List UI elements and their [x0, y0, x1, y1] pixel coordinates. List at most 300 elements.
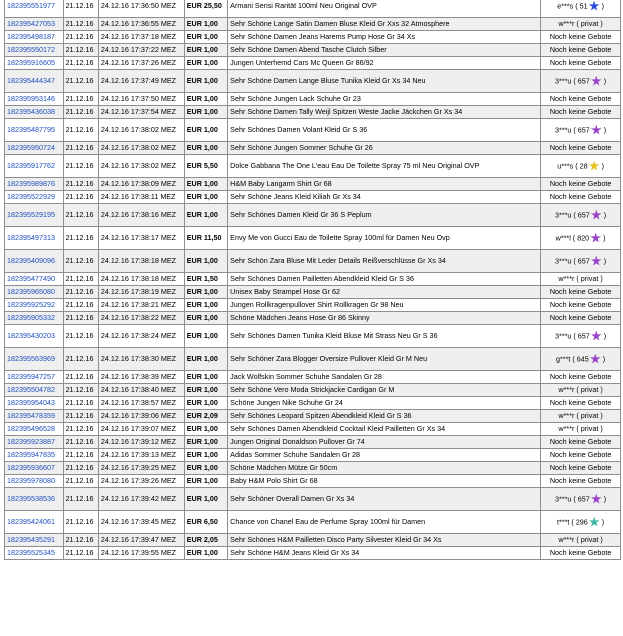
price: EUR 1,00: [184, 106, 227, 119]
bidder-text: Noch keine Gebote: [549, 143, 612, 153]
bidder-cell: [541, 119, 621, 142]
bidder-cell: [541, 384, 621, 397]
table-row: [5, 286, 621, 299]
end-datetime: 24.12.16 17:38:18 MEZ: [98, 250, 184, 273]
item-id-link[interactable]: 182395947257: [5, 371, 64, 384]
start-date: 21.12.16: [63, 204, 98, 227]
price: EUR 1,00: [184, 204, 227, 227]
table-row: [5, 397, 621, 410]
table-row: [5, 93, 621, 106]
start-date: 21.12.16: [63, 70, 98, 93]
table-row: [5, 462, 621, 475]
table-row: [5, 155, 621, 178]
bidder-close-paren: ): [601, 209, 607, 219]
start-date: 21.12.16: [63, 348, 98, 371]
bidder-text: Noch keine Gebote: [549, 313, 612, 323]
end-datetime: 24.12.16 17:38:02 MEZ: [98, 142, 184, 155]
price: EUR 1,00: [184, 488, 227, 511]
item-id-link[interactable]: 182395978080: [5, 475, 64, 488]
feedback-star-icon: [591, 256, 602, 267]
price: EUR 1,00: [184, 397, 227, 410]
table-row: [5, 44, 621, 57]
start-date: 21.12.16: [63, 44, 98, 57]
start-date: 21.12.16: [63, 397, 98, 410]
table-row: [5, 423, 621, 436]
item-title: Sehr Schöne Damen Lange Bluse Tunika Kleid Gr Xs 34 Neu: [228, 70, 541, 93]
bidder-close-paren: ): [601, 255, 607, 265]
feedback-star-icon: [591, 210, 602, 221]
bidder-close-paren: ): [600, 353, 606, 363]
bidder-cell: [541, 44, 621, 57]
end-datetime: 24.12.16 17:38:17 MEZ: [98, 227, 184, 250]
bidder-text: Noch keine Gebote: [549, 548, 612, 558]
price: EUR 1,00: [184, 371, 227, 384]
price: EUR 1,00: [184, 384, 227, 397]
price: EUR 1,00: [184, 348, 227, 371]
start-date: 21.12.16: [63, 273, 98, 286]
item-title: Jungen Rollkragenpullover Shirt Rollkragen Gr 98 Neu: [228, 299, 541, 312]
end-datetime: 24.12.16 17:38:18 MEZ: [98, 273, 184, 286]
start-date: 21.12.16: [63, 227, 98, 250]
end-datetime: 24.12.16 17:39:45 MEZ: [98, 511, 184, 534]
start-date: 21.12.16: [63, 57, 98, 70]
item-title: Sehr Schönes Damen Kleid Gr 36 S Peplum: [228, 204, 541, 227]
item-title: Sehr Schön Zara Bluse Mit Leder Details Reißverschlüsse Gr Xs 34: [228, 250, 541, 273]
bidder-text: Noch keine Gebote: [549, 450, 612, 460]
end-datetime: 24.12.16 17:38:09 MEZ: [98, 178, 184, 191]
price: EUR 1,00: [184, 93, 227, 106]
bidder-cell: [541, 191, 621, 204]
start-date: 21.12.16: [63, 155, 98, 178]
bidder-cell: [541, 204, 621, 227]
item-id-link[interactable]: 182395435291: [5, 534, 64, 547]
end-datetime: 24.12.16 17:38:30 MEZ: [98, 348, 184, 371]
item-title: Sehr Schöne Damen Tally Weijl Spitzen Weste Jacke Jäckchen Gr Xs 34: [228, 106, 541, 119]
bidder-cell: [541, 475, 621, 488]
price: EUR 1,00: [184, 191, 227, 204]
feedback-star-icon: [591, 125, 602, 136]
item-title: Sehr Schöne Vero Moda Strickjacke Cardigan Gr M: [228, 384, 541, 397]
start-date: 21.12.16: [63, 325, 98, 348]
price: EUR 25,50: [184, 0, 227, 18]
bidder-text: 3***u ( 657: [555, 494, 590, 503]
item-title: Sehr Schönes H&M Pailletten Disco Party Silvester Kleid Gr 34 Xs: [228, 534, 541, 547]
table-row: [5, 273, 621, 286]
item-title: Envy Me von Gucci Eau de Toilette Spray 100ml für Damen Neu Ovp: [228, 227, 541, 250]
bidder-text: Noch keine Gebote: [549, 463, 612, 473]
bidder-text: 3***u ( 657: [555, 76, 590, 85]
start-date: 21.12.16: [63, 18, 98, 31]
table-row: [5, 31, 621, 44]
item-id-link[interactable]: 182395478359: [5, 410, 64, 423]
price: EUR 2,05: [184, 534, 227, 547]
bidder-text: 3***u ( 657: [555, 256, 590, 265]
end-datetime: 24.12.16 17:38:24 MEZ: [98, 325, 184, 348]
end-datetime: 24.12.16 17:37:50 MEZ: [98, 93, 184, 106]
bidder-text: w***r ( privat ): [558, 19, 603, 29]
item-id-link[interactable]: 182395538536: [5, 488, 64, 511]
item-id-link[interactable]: 182395436038: [5, 106, 64, 119]
item-id-link[interactable]: 182395409096: [5, 250, 64, 273]
end-datetime: 24.12.16 17:38:40 MEZ: [98, 384, 184, 397]
end-datetime: 24.12.16 17:38:16 MEZ: [98, 204, 184, 227]
table-row: [5, 475, 621, 488]
table-row: [5, 142, 621, 155]
bidder-cell: [541, 155, 621, 178]
end-datetime: 24.12.16 17:38:11 MEZ: [98, 191, 184, 204]
listing-table-wrapper: [4, 0, 621, 560]
start-date: 21.12.16: [63, 142, 98, 155]
start-date: 21.12.16: [63, 436, 98, 449]
bidder-cell: [541, 286, 621, 299]
item-title: Schöne Mädchen Jeans Hose Gr 86 Skinny: [228, 312, 541, 325]
bidder-text: Noch keine Gebote: [549, 179, 612, 189]
start-date: 21.12.16: [63, 371, 98, 384]
table-row: [5, 178, 621, 191]
item-title: Sehr Schöne Lange Satin Damen Bluse Kleid Gr Xxs 32 Atmosphere: [228, 18, 541, 31]
item-id-link[interactable]: 182395487795: [5, 119, 64, 142]
price: EUR 1,00: [184, 31, 227, 44]
end-datetime: 24.12.16 17:39:12 MEZ: [98, 436, 184, 449]
bidder-cell: [541, 436, 621, 449]
price: EUR 1,00: [184, 462, 227, 475]
price: EUR 1,00: [184, 436, 227, 449]
end-datetime: 24.12.16 17:36:55 MEZ: [98, 18, 184, 31]
item-title: Sehr Schöner Zara Blogger Oversize Pullover Kleid Gr M Neu: [228, 348, 541, 371]
item-id-link[interactable]: 182395916605: [5, 57, 64, 70]
end-datetime: 24.12.16 17:38:02 MEZ: [98, 119, 184, 142]
end-datetime: 24.12.16 17:39:25 MEZ: [98, 462, 184, 475]
price: EUR 1,00: [184, 250, 227, 273]
start-date: 21.12.16: [63, 178, 98, 191]
item-title: Chance von Chanel Eau de Perfume Spray 100ml für Damen: [228, 511, 541, 534]
bidder-close-paren: ): [601, 330, 607, 340]
item-id-link[interactable]: 182395953146: [5, 93, 64, 106]
item-id-link[interactable]: 182395477490: [5, 273, 64, 286]
feedback-star-icon: [591, 76, 602, 87]
bidder-text: Noch keine Gebote: [549, 437, 612, 447]
start-date: 21.12.16: [63, 449, 98, 462]
item-title: Unisex Baby Strampel Hose Gr 62: [228, 286, 541, 299]
item-id-link[interactable]: 182395989876: [5, 178, 64, 191]
end-datetime: 24.12.16 17:39:13 MEZ: [98, 449, 184, 462]
bidder-text: Noch keine Gebote: [549, 32, 612, 42]
table-row: [5, 325, 621, 348]
bidder-text: w***r ( privat ): [558, 535, 603, 545]
end-datetime: 24.12.16 17:39:42 MEZ: [98, 488, 184, 511]
bidder-cell: [541, 57, 621, 70]
bidder-cell: [541, 273, 621, 286]
item-title: Sehr Schöner Overall Damen Gr Xs 34: [228, 488, 541, 511]
item-title: Jungen Original Donaldson Pullover Gr 74: [228, 436, 541, 449]
price: EUR 1,00: [184, 119, 227, 142]
table-row: [5, 227, 621, 250]
item-id-link[interactable]: 182395925292: [5, 299, 64, 312]
item-id-link[interactable]: 182395905332: [5, 312, 64, 325]
bidder-text: w***r ( privat ): [558, 385, 603, 395]
price: EUR 1,00: [184, 423, 227, 436]
table-row: [5, 436, 621, 449]
bidder-cell: [541, 325, 621, 348]
feedback-star-icon: [590, 354, 601, 365]
table-row: [5, 250, 621, 273]
bidder-text: Noch keine Gebote: [549, 107, 612, 117]
end-datetime: 24.12.16 17:38:39 MEZ: [98, 371, 184, 384]
price: EUR 1,50: [184, 273, 227, 286]
item-title: Schöne Jungen Nike Schuhe Gr 24: [228, 397, 541, 410]
bidder-text: 3***u ( 657: [555, 331, 590, 340]
table-row: [5, 371, 621, 384]
end-datetime: 24.12.16 17:37:26 MEZ: [98, 57, 184, 70]
end-datetime: 24.12.16 17:38:21 MEZ: [98, 299, 184, 312]
item-title: Sehr Schönes Damen Tunika Kleid Bluse Mit Strass Neu Gr S 36: [228, 325, 541, 348]
bidder-text: g***t ( 645: [556, 354, 589, 363]
item-id-link[interactable]: 182395498187: [5, 31, 64, 44]
start-date: 21.12.16: [63, 286, 98, 299]
item-id-link[interactable]: 182395424061: [5, 511, 64, 534]
item-title: Jungen Unterhemd Cars Mc Queen Gr 86/92: [228, 57, 541, 70]
item-id-link[interactable]: 182395923887: [5, 436, 64, 449]
end-datetime: 24.12.16 17:38:57 MEZ: [98, 397, 184, 410]
price: EUR 1,00: [184, 547, 227, 560]
bidder-cell: [541, 70, 621, 93]
bidder-close-paren: ): [599, 160, 604, 170]
bidder-text: w***r ( privat ): [558, 411, 603, 421]
item-id-link[interactable]: 182395522929: [5, 191, 64, 204]
price: EUR 1,00: [184, 44, 227, 57]
table-row: [5, 384, 621, 397]
bidder-close-paren: ): [599, 516, 605, 526]
bidder-close-paren: ): [601, 75, 607, 85]
listing-table: [4, 0, 621, 560]
end-datetime: 24.12.16 17:39:07 MEZ: [98, 423, 184, 436]
item-title: Jack Wolfskin Sommer Schuhe Sandalen Gr 28: [228, 371, 541, 384]
table-row: [5, 119, 621, 142]
start-date: 21.12.16: [63, 119, 98, 142]
end-datetime: 24.12.16 17:37:54 MEZ: [98, 106, 184, 119]
end-datetime: 24.12.16 17:39:55 MEZ: [98, 547, 184, 560]
price: EUR 1,00: [184, 475, 227, 488]
bidder-text: Noch keine Gebote: [549, 300, 612, 310]
item-title: Baby H&M Polo Shirt Gr 68: [228, 475, 541, 488]
bidder-text: Noch keine Gebote: [549, 476, 612, 486]
item-id-link[interactable]: 182395444347: [5, 70, 64, 93]
item-id-link[interactable]: 182395430203: [5, 325, 64, 348]
bidder-cell: [541, 348, 621, 371]
end-datetime: 24.12.16 17:39:47 MEZ: [98, 534, 184, 547]
end-datetime: 24.12.16 17:38:22 MEZ: [98, 312, 184, 325]
item-id-link[interactable]: 182395497313: [5, 227, 64, 250]
start-date: 21.12.16: [63, 191, 98, 204]
bidder-cell: [541, 397, 621, 410]
start-date: 21.12.16: [63, 250, 98, 273]
bidder-cell: [541, 250, 621, 273]
feedback-star-icon: [589, 1, 600, 12]
item-id-link[interactable]: 182395427053: [5, 18, 64, 31]
start-date: 21.12.16: [63, 511, 98, 534]
start-date: 21.12.16: [63, 488, 98, 511]
bidder-text: 3***u ( 657: [555, 210, 590, 219]
end-datetime: 24.12.16 17:38:02 MEZ: [98, 155, 184, 178]
item-title: Sehr Schönes Leopard Spitzen Abendkleid Kleid Gr S 36: [228, 410, 541, 423]
end-datetime: 24.12.16 17:39:06 MEZ: [98, 410, 184, 423]
item-id-link[interactable]: 182395917762: [5, 155, 64, 178]
table-row: [5, 449, 621, 462]
table-row: [5, 348, 621, 371]
start-date: 21.12.16: [63, 462, 98, 475]
end-datetime: 24.12.16 17:36:50 MEZ: [98, 0, 184, 18]
price: EUR 1,00: [184, 18, 227, 31]
item-title: Armani Sensi Rarität 100ml Neu Original OVP: [228, 0, 541, 18]
bidder-close-paren: ): [601, 232, 606, 242]
table-row: [5, 70, 621, 93]
bidder-text: w***r ( privat ): [558, 424, 603, 434]
bidder-close-paren: ): [601, 124, 607, 134]
price: EUR 5,50: [184, 155, 227, 178]
start-date: 21.12.16: [63, 423, 98, 436]
item-title: Sehr Schönes Damen Volant Kleid Gr S 36: [228, 119, 541, 142]
item-id-link[interactable]: 182395525345: [5, 547, 64, 560]
start-date: 21.12.16: [63, 31, 98, 44]
item-title: Sehr Schönes Damen Pailletten Abendkleid Kleid Gr S 36: [228, 273, 541, 286]
table-row: [5, 488, 621, 511]
bidder-text: u***s ( 28: [557, 161, 588, 170]
table-row: [5, 106, 621, 119]
start-date: 21.12.16: [63, 93, 98, 106]
bidder-cell: [541, 462, 621, 475]
table-row: [5, 0, 621, 18]
item-title: Adidas Sommer Schuhe Sandalen Gr 28: [228, 449, 541, 462]
item-id-link[interactable]: 182395950724: [5, 142, 64, 155]
price: EUR 6,50: [184, 511, 227, 534]
bidder-text: 3***u ( 657: [555, 125, 590, 134]
bidder-cell: [541, 227, 621, 250]
bidder-text: Noch keine Gebote: [549, 58, 612, 68]
price: EUR 2,09: [184, 410, 227, 423]
end-datetime: 24.12.16 17:37:22 MEZ: [98, 44, 184, 57]
table-row: [5, 18, 621, 31]
item-title: Sehr Schönes Damen Abendkleid Cocktail Kleid Pailletten Gr Xs 34: [228, 423, 541, 436]
table-row: [5, 191, 621, 204]
item-title: Sehr Schöne Jungen Sommer Schuhe Gr 26: [228, 142, 541, 155]
item-id-link[interactable]: 182395551977: [5, 0, 64, 18]
bidder-cell: [541, 547, 621, 560]
bidder-cell: [541, 106, 621, 119]
start-date: 21.12.16: [63, 106, 98, 119]
item-id-link[interactable]: 182395954043: [5, 397, 64, 410]
item-title: Sehr Schöne H&M Jeans Kleid Gr Xs 34: [228, 547, 541, 560]
price: EUR 1,00: [184, 142, 227, 155]
end-datetime: 24.12.16 17:38:19 MEZ: [98, 286, 184, 299]
bidder-cell: [541, 0, 621, 18]
price: EUR 1,00: [184, 178, 227, 191]
start-date: 21.12.16: [63, 534, 98, 547]
item-title: Sehr Schöne Damen Jeans Harems Pump Hose Gr 34 Xs: [228, 31, 541, 44]
item-id-link[interactable]: 182395529195: [5, 204, 64, 227]
price: EUR 1,00: [184, 286, 227, 299]
bidder-text: Noch keine Gebote: [549, 94, 612, 104]
feedback-star-icon: [589, 161, 600, 172]
item-id-link[interactable]: 182395947835: [5, 449, 64, 462]
end-datetime: 24.12.16 17:37:18 MEZ: [98, 31, 184, 44]
item-title: Sehr Schöne Damen Abend Tasche Clutch Silber: [228, 44, 541, 57]
item-title: H&M Baby Langarm Shirt Gr 68: [228, 178, 541, 191]
price: EUR 1,00: [184, 312, 227, 325]
table-row: [5, 410, 621, 423]
item-title: Schöne Mädchen Mütze Gr 50cm: [228, 462, 541, 475]
feedback-star-icon: [589, 517, 600, 528]
bidder-text: Noch keine Gebote: [549, 192, 612, 202]
bidder-text: w***r ( privat ): [558, 274, 603, 284]
bidder-text: Noch keine Gebote: [549, 372, 612, 382]
bidder-text: Noch keine Gebote: [549, 45, 612, 55]
bidder-cell: [541, 488, 621, 511]
item-id-link[interactable]: 182395504782: [5, 384, 64, 397]
bidder-text: Noch keine Gebote: [549, 398, 612, 408]
item-id-link[interactable]: 182395550172: [5, 44, 64, 57]
start-date: 21.12.16: [63, 547, 98, 560]
item-title: Dolce Gabbana The One L'eau Eau De Toilette Spray 75 ml Neu Original OVP: [228, 155, 541, 178]
bidder-cell: [541, 18, 621, 31]
feedback-star-icon: [590, 233, 601, 244]
price: EUR 11,50: [184, 227, 227, 250]
bidder-close-paren: ): [601, 493, 607, 503]
end-datetime: 24.12.16 17:37:49 MEZ: [98, 70, 184, 93]
bidder-cell: [541, 299, 621, 312]
price: EUR 1,00: [184, 299, 227, 312]
bidder-cell: [541, 371, 621, 384]
bidder-cell: [541, 142, 621, 155]
price: EUR 1,00: [184, 70, 227, 93]
bidder-cell: [541, 178, 621, 191]
price: EUR 1,00: [184, 57, 227, 70]
feedback-star-icon: [591, 331, 602, 342]
bidder-text: w***l ( 820: [555, 233, 590, 242]
bidder-cell: [541, 449, 621, 462]
table-row: [5, 204, 621, 227]
listing-table-body: [5, 0, 621, 560]
table-row: [5, 312, 621, 325]
bidder-text: e***s ( 51: [557, 1, 588, 10]
price: EUR 1,00: [184, 449, 227, 462]
price: EUR 1,00: [184, 325, 227, 348]
bidder-cell: [541, 312, 621, 325]
start-date: 21.12.16: [63, 299, 98, 312]
bidder-cell: [541, 511, 621, 534]
table-row: [5, 547, 621, 560]
bidder-close-paren: ): [599, 0, 604, 10]
start-date: 21.12.16: [63, 384, 98, 397]
item-id-link[interactable]: 182395936607: [5, 462, 64, 475]
table-row: [5, 534, 621, 547]
bidder-cell: [541, 410, 621, 423]
item-id-link[interactable]: 182395563969: [5, 348, 64, 371]
end-datetime: 24.12.16 17:39:26 MEZ: [98, 475, 184, 488]
feedback-star-icon: [591, 494, 602, 505]
bidder-text: Noch keine Gebote: [549, 287, 612, 297]
bidder-cell: [541, 31, 621, 44]
start-date: 21.12.16: [63, 0, 98, 18]
bidder-cell: [541, 423, 621, 436]
bidder-cell: [541, 534, 621, 547]
bidder-text: t***t ( 296: [557, 517, 588, 526]
item-id-link[interactable]: 182395965080: [5, 286, 64, 299]
item-id-link[interactable]: 182395496528: [5, 423, 64, 436]
start-date: 21.12.16: [63, 312, 98, 325]
item-title: Sehr Schöne Jungen Lack Schuhe Gr 23: [228, 93, 541, 106]
table-row: [5, 511, 621, 534]
item-title: Sehr Schöne Jeans Kleid Kiliah Gr Xs 34: [228, 191, 541, 204]
